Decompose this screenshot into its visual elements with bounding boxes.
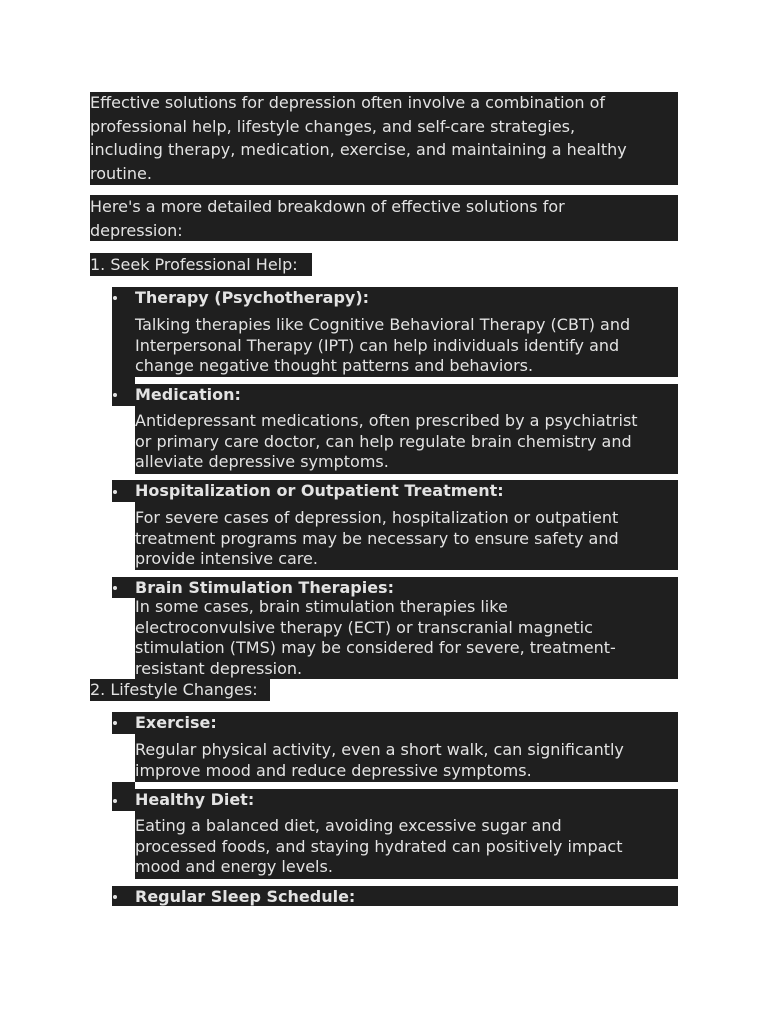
item-body-exercise: Regular physical activity, even a short walk, can significantly improve mood and reduce depressive symptoms. <box>135 740 624 780</box>
section-heading-professional-help: 1. Seek Professional Help: <box>90 255 298 274</box>
bullet-icon <box>113 296 117 300</box>
bullet-icon <box>113 799 117 803</box>
intro-paragraph-2: Here's a more detailed breakdown of effective solutions for depression: <box>90 197 565 240</box>
item-title-hospitalization: Hospitalization or Outpatient Treatment: <box>135 481 504 500</box>
item-body-healthy-diet: Eating a balanced diet, avoiding excessive sugar and processed foods, and staying hydrated can positively impact mood and energy levels. <box>135 816 623 876</box>
bullet-icon <box>113 490 117 494</box>
item-body-brain-stimulation: In some cases, brain stimulation therapies like electroconvulsive therapy (ECT) or transcranial magnetic stimulation (TMS) may be considered for severe, treatment- resistant depression. <box>135 597 616 678</box>
bullet-icon <box>113 393 117 397</box>
bullet-icon <box>113 721 117 725</box>
bullet-icon <box>113 586 117 590</box>
item-title-sleep-schedule: Regular Sleep Schedule: <box>135 887 356 906</box>
item-title-therapy: Therapy (Psychotherapy): <box>135 288 370 307</box>
item-title-exercise: Exercise: <box>135 713 217 732</box>
item-body-hospitalization: For severe cases of depression, hospitalization or outpatient treatment programs may be necessary to ensure safety and provide intensive care. <box>135 508 619 568</box>
section-heading-lifestyle-changes: 2. Lifestyle Changes: <box>90 680 258 699</box>
bullet-icon <box>113 895 117 899</box>
item-body-therapy: Talking therapies like Cognitive Behavioral Therapy (CBT) and Interpersonal Therapy (IPT) can help individuals identify and change negative thought patterns and behaviors. <box>135 315 631 375</box>
item-title-healthy-diet: Healthy Diet: <box>135 790 255 809</box>
item-body-medication: Antidepressant medications, often prescribed by a psychiatrist or primary care doctor, can help regulate brain chemistry and alleviate depressive symptoms. <box>135 411 638 471</box>
item-title-brain-stimulation: Brain Stimulation Therapies: <box>135 578 394 597</box>
item-title-medication: Medication: <box>135 385 241 404</box>
intro-paragraph: Effective solutions for depression often involve a combination of professional help, lifestyle changes, and self-care strategies, including therapy, medication, exercise, and maintaining a healthy routine. <box>90 93 627 183</box>
